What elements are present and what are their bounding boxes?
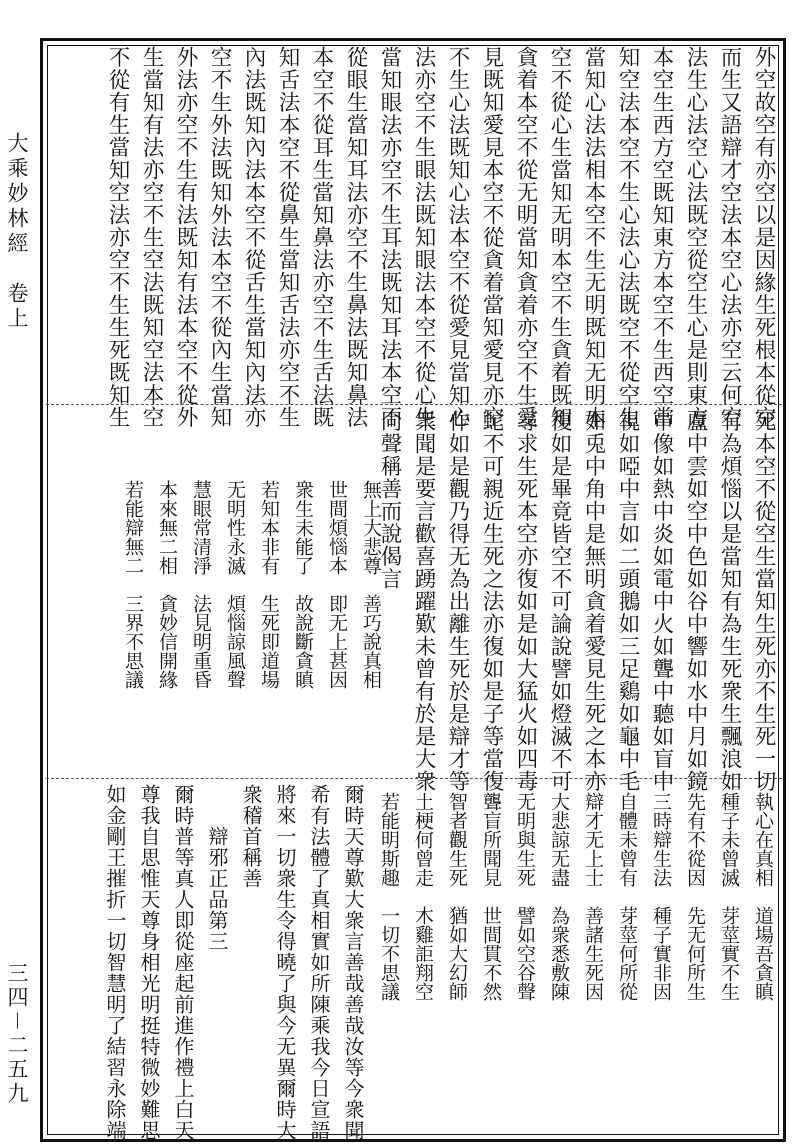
register-middle bbox=[50, 410, 780, 793]
verse-columns bbox=[372, 792, 780, 1001]
text-column: 有為煩惱以是當知有為生死衆生飄浪如 bbox=[717, 410, 742, 793]
text-column: 法亦空不生眼法既知眼法本空不從心生 bbox=[411, 46, 436, 429]
text-column: 當知心法法相本空不生无明既知无明本 bbox=[581, 46, 606, 429]
text-column: 不生心法既知心法本空不從愛見當知心 bbox=[445, 46, 470, 429]
verse-line: 衆生未能了 故說斷貪瞋 bbox=[292, 480, 314, 689]
verse-line: 聾盲所聞見 世間貫不然 bbox=[480, 792, 502, 1001]
text-column: 本空生西方空既知東方本空不生西空當 bbox=[649, 46, 674, 429]
text-column: 如兎中角中是無明貪着愛見生死之本亦 bbox=[581, 410, 606, 793]
text-column: 而生又語辯才空法本空心法亦空云何空 bbox=[717, 46, 742, 429]
text-column: 內法既知內法本空不從舌生當知內法亦 bbox=[241, 46, 266, 429]
verse-line: 土梗何曾走 木雞詎翔空 bbox=[412, 792, 434, 1001]
text-column: 知空法本空不生心法心法既空不從空生 bbox=[615, 46, 640, 429]
text-column: 不從有生當知空法亦空不生生死既知生 bbox=[105, 46, 130, 429]
text-column: 本空不從耳生當知鼻法亦空不生舌法既 bbox=[309, 46, 334, 429]
verse-line: 无明與生死 譬如空谷聲 bbox=[514, 792, 536, 1001]
verse-line: 若知本非有 生死即道場 bbox=[258, 480, 280, 689]
text-column: 如金剛王摧折一切智慧明了結習永除端 bbox=[103, 784, 127, 1141]
text-column: 知舌法本空不從鼻生當知舌法亦空不生 bbox=[275, 46, 300, 429]
text-column: 盧中雲如空中色如谷中響如水中月如鏡 bbox=[683, 410, 708, 793]
margin-page-number: 三四－二五九 bbox=[5, 962, 29, 1106]
margin-title: 大乘妙林經 卷上 bbox=[5, 132, 29, 332]
verse-line: 无明性永滅 煩惱諒風聲 bbox=[224, 480, 246, 689]
chapter-heading: 辯邪正品第三 bbox=[205, 784, 229, 952]
text-column: 爾時天尊歎大衆言善哉善哉汝等今衆聞 bbox=[341, 784, 365, 1141]
text-column: 同聲稱善而說偈言 bbox=[377, 410, 402, 590]
text-column: 死本空不從空生當知生死亦不生死一切 bbox=[751, 410, 776, 793]
prose-columns bbox=[50, 46, 780, 429]
verse-line: 執心在真相 道場吾貪瞋 bbox=[752, 792, 774, 1001]
verse-line: 辯才无上士 善諸生死因 bbox=[582, 792, 604, 1001]
text-column: 從眼生當知耳法亦空不生鼻法既知鼻法 bbox=[343, 46, 368, 429]
text-column: 作如是觀乃得无為出離生死於是辯才等 bbox=[445, 410, 470, 793]
text-column: 視如啞中言如二頭鵝如三足鷄如龜中毛 bbox=[615, 410, 640, 793]
text-column: 見既知愛見本空不從貪着當知愛見亦空 bbox=[479, 46, 504, 429]
prose-columns bbox=[320, 410, 780, 793]
text-column: 爾時普等真人即從座起前進作禮上白天 bbox=[171, 784, 195, 1141]
text-column: 衆稽首稱善 bbox=[239, 784, 263, 889]
verse-line: 先有不從因 先无何所生 bbox=[684, 792, 706, 1001]
text-column: 當知眼法亦空不生耳法既知耳法本空不 bbox=[377, 46, 402, 429]
register-top bbox=[50, 46, 780, 429]
text-column: 蛇不可親近生死之法亦復如是子等當復 bbox=[479, 410, 504, 793]
text-column: 外法亦空不生有法既知有法本空不從外 bbox=[173, 46, 198, 429]
text-column: 空不從心生當知无明本空不生貪着既知 bbox=[547, 46, 572, 429]
text-column: 空不生外法既知外法本空不從內生當知 bbox=[207, 46, 232, 429]
text-column: 尊我自思惟天尊身相光明挺特微妙難思 bbox=[137, 784, 161, 1141]
text-column: 貪着本空不從无明當知貪着亦空不生愛 bbox=[513, 46, 538, 429]
verse-line: 大悲諒无盡 為衆悉敷陳 bbox=[548, 792, 570, 1001]
verse-line: 三時辯生法 種子實非因 bbox=[650, 792, 672, 1001]
text-column: 將來一切衆生令得曉了與今无異爾時大 bbox=[273, 784, 297, 1141]
verse-line: 智者觀生死 猶如大幻師 bbox=[446, 792, 468, 1001]
verse-line: 種子未曾滅 芽莖實不生 bbox=[718, 792, 740, 1001]
text-column: 復如是畢竟皆空不可論說譬如燈滅不可 bbox=[547, 410, 572, 793]
verse-line: 自體未曾有 芽莖何所從 bbox=[616, 792, 638, 1001]
verse-line: 世間煩惱本 即无上甚因 bbox=[326, 480, 348, 689]
text-column: 希有法體了真相實如所陳乘我今日宣語 bbox=[307, 784, 331, 1141]
verse-line: 若能辯無二 三界不思議 bbox=[122, 480, 144, 689]
text-column: 尋求生死本空亦復如是如大猛火如四毒 bbox=[513, 410, 538, 793]
text-column: 衆聞是要言歡喜踴躍歎未曾有於是大衆 bbox=[411, 410, 436, 793]
text-column: 中像如熱中炎如電中火如聾中聽如盲中 bbox=[649, 410, 674, 793]
verse-line: 慧眼常清淨 法見明重昏 bbox=[190, 480, 212, 689]
text-column: 外空故空有亦空以是因緣生死根本從空 bbox=[751, 46, 776, 429]
register-bottom bbox=[50, 784, 780, 1141]
verse-columns bbox=[116, 480, 388, 689]
verse-line: 本來無二相 貪妙信開緣 bbox=[156, 480, 178, 689]
text-column: 法生心法空心法既空從空生心是則東方 bbox=[683, 46, 708, 429]
verse-line: 若能明斯趣 一切不思議 bbox=[378, 792, 400, 1001]
prose-columns bbox=[50, 784, 370, 1141]
verse-line: 無上大悲尊 善巧說真相 bbox=[360, 480, 382, 689]
text-column: 生當知有法亦空不生空法既知空法本空 bbox=[139, 46, 164, 429]
